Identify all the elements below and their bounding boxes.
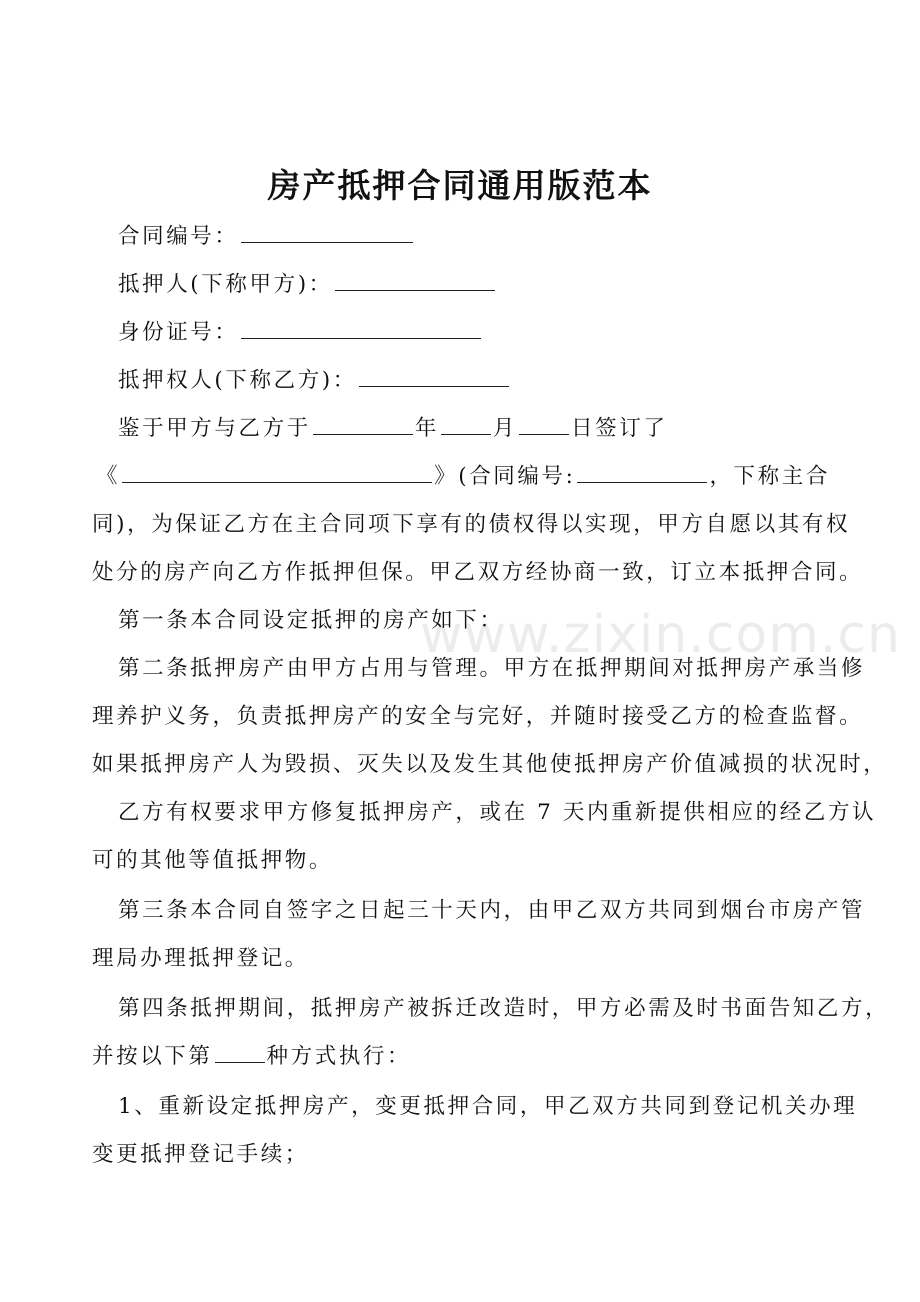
preamble-line-1 [118,414,667,444]
year-blank [313,414,413,435]
preamble-line-4: 处分的房产向乙方作抵押但保。甲乙双方经协商一致，订立本抵押合同。 [92,560,864,585]
article-3-line-2: 理局办理抵押登记。 [92,946,309,971]
article-2-line-5: 可的其他等值抵押物。 [92,848,334,873]
preamble-text: ，下称主合 [709,464,830,489]
article-2-line-3: 如果抵押房产人为毁损、灭失以及发生其他使抵押房产价值减损的状况时， [92,752,888,777]
id-number-label: 身份证号： [118,320,239,345]
preamble-text: 》(合同编号: [434,464,576,489]
year-label: 年 [414,416,439,441]
mortgagor-field [118,270,497,300]
contract-number-field [118,222,415,252]
article-4-text: 种方式执行： [266,1044,412,1069]
main-contract-name-blank [122,462,432,483]
document-title: 房产抵押合同通用版范本 [267,166,653,205]
contract-number-label: 合同编号： [118,224,239,249]
article-3-line-1: 第三条本合同自签字之日起三十天内，由甲乙双方共同到烟台市房产管 [118,898,866,923]
preamble-line-2 [96,462,830,492]
article-2-line-1: 第二条抵押房产由甲方占用与管理。甲方在抵押期间对抵押房产承当修 [118,656,866,681]
preamble-text: 《 [96,464,121,489]
mortgagee-label: 抵押权人(下称乙方)： [118,368,357,393]
id-number-field [118,318,483,348]
month-label: 月 [492,416,518,441]
article-4-line-2 [92,1042,411,1072]
mortgagor-blank [335,270,495,291]
preamble-text: 日签订了 [571,416,668,441]
day-blank [519,414,569,435]
article-2-line-2: 理养护义务，负责抵押房产的安全与完好，并随时接受乙方的检查监督。 [92,704,864,729]
article-4-line-1: 第四条抵押期间，抵押房产被拆迁改造时，甲方必需及时书面告知乙方， [118,996,890,1021]
preamble-text: 鉴于甲方与乙方于 [118,416,311,441]
mortgagee-blank [359,366,509,387]
month-blank [441,414,491,435]
watermark: www.zixin.com.cn [420,605,901,665]
item-1-line-2: 变更抵押登记手续； [92,1142,309,1167]
contract-number-blank [241,222,413,243]
article-4-text: 并按以下第 [92,1044,213,1069]
mortgagee-field [118,366,511,396]
main-contract-number-blank [577,462,707,483]
id-number-blank [241,318,481,339]
item-1-line-1: 1、重新设定抵押房产，变更抵押合同，甲乙双方共同到登记机关办理 [118,1094,858,1119]
article-2-line-4: 乙方有权要求甲方修复抵押房产，或在 7 天内重新提供相应的经乙方认 [118,800,877,825]
preamble-line-3: 同)，为保证乙方在主合同项下享有的债权得以实现，甲方自愿以其有权 [92,512,851,537]
method-number-blank [215,1042,265,1063]
article-1: 第一条本合同设定抵押的房产如下： [118,608,504,633]
mortgagor-label: 抵押人(下称甲方)： [118,272,333,297]
